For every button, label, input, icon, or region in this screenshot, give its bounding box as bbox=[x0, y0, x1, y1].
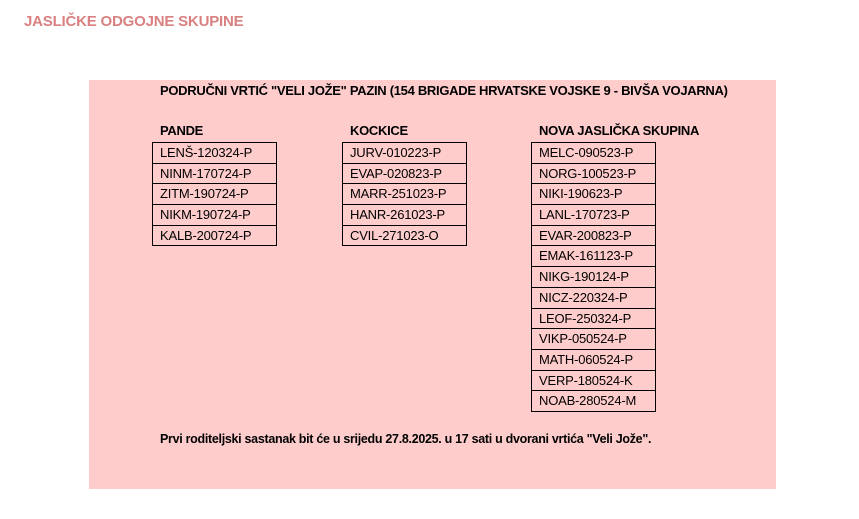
group-code-list bbox=[152, 142, 277, 246]
child-code-cell: NORG-100523-P bbox=[531, 164, 656, 185]
group-title: NOVA JASLIČKA SKUPINA bbox=[539, 123, 700, 138]
child-code-cell: LENŠ-120324-P bbox=[152, 143, 277, 164]
child-code-cell: MELC-090523-P bbox=[531, 143, 656, 164]
child-code-cell: NINM-170724-P bbox=[152, 164, 277, 185]
child-code-cell: NIKG-190124-P bbox=[531, 267, 656, 288]
child-code-cell: KALB-200724-P bbox=[152, 226, 277, 247]
child-code-cell: VIKP-050524-P bbox=[531, 329, 656, 350]
child-code-cell: MATH-060524-P bbox=[531, 350, 656, 371]
group-kockice bbox=[342, 123, 467, 246]
group-pande bbox=[152, 123, 277, 246]
child-code-cell: CVIL-271023-O bbox=[342, 226, 467, 247]
group-title: KOCKICE bbox=[350, 123, 408, 138]
child-code-cell: NOAB-280524-M bbox=[531, 391, 656, 412]
page-heading: JASLIČKE ODGOJNE SKUPINE bbox=[24, 13, 244, 30]
child-code-cell: EVAR-200823-P bbox=[531, 226, 656, 247]
child-code-cell: EVAP-020823-P bbox=[342, 164, 467, 185]
group-code-list bbox=[531, 142, 656, 412]
child-code-cell: JURV-010223-P bbox=[342, 143, 467, 164]
venue-title: PODRUČNI VRTIĆ "VELI JOŽE" PAZIN (154 BRIGADE HRVATSKE VOJSKE 9 - BIVŠA VOJARNA) bbox=[160, 83, 728, 98]
child-code-cell: HANR-261023-P bbox=[342, 205, 467, 226]
child-code-cell: ZITM-190724-P bbox=[152, 184, 277, 205]
group-nova-jaslicka-skupina bbox=[531, 123, 699, 412]
child-code-cell: NIKM-190724-P bbox=[152, 205, 277, 226]
child-code-cell: LANL-170723-P bbox=[531, 205, 656, 226]
meeting-notice: Prvi roditeljski sastanak bit će u srijedu 27.8.2025. u 17 sati u dvorani vrtića "Veli Jože". bbox=[160, 432, 652, 446]
child-code-cell: VERP-180524-K bbox=[531, 371, 656, 392]
child-code-cell: EMAK-161123-P bbox=[531, 246, 656, 267]
child-code-cell: NICZ-220324-P bbox=[531, 288, 656, 309]
group-code-list bbox=[342, 142, 467, 246]
child-code-cell: MARR-251023-P bbox=[342, 184, 467, 205]
group-title: PANDE bbox=[160, 123, 204, 138]
group-list-panel bbox=[89, 80, 776, 489]
child-code-cell: LEOF-250324-P bbox=[531, 309, 656, 330]
child-code-cell: NIKI-190623-P bbox=[531, 184, 656, 205]
